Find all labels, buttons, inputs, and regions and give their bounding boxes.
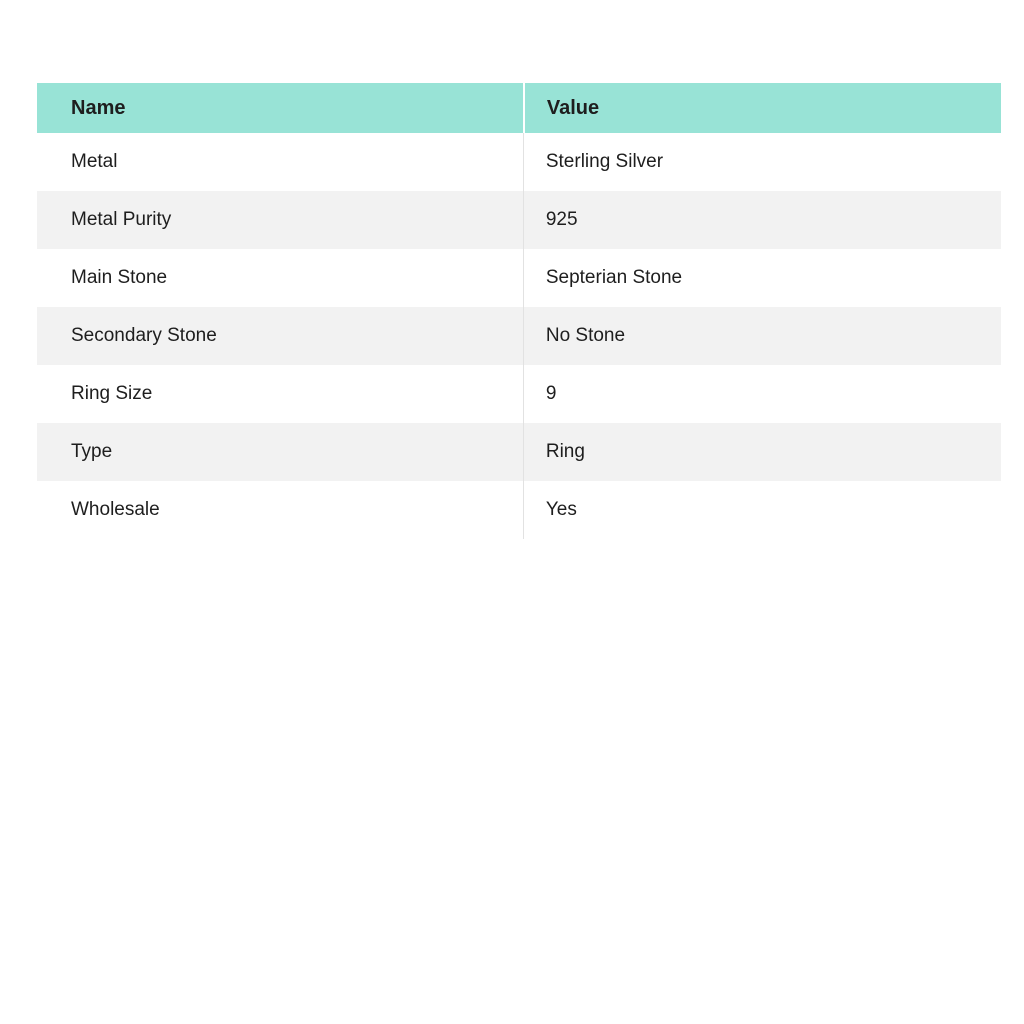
attribute-name-cell: Secondary Stone — [37, 307, 523, 365]
attribute-name-cell: Metal — [37, 133, 523, 191]
attribute-name-cell: Wholesale — [37, 481, 523, 539]
table-row — [37, 307, 1001, 365]
attribute-value-cell: Yes — [523, 481, 1001, 539]
table-header — [37, 83, 1001, 133]
table-row — [37, 249, 1001, 307]
attribute-value-cell: No Stone — [523, 307, 1001, 365]
attribute-value-cell: 9 — [523, 365, 1001, 423]
attribute-name-cell: Ring Size — [37, 365, 523, 423]
table-row — [37, 481, 1001, 539]
table-row — [37, 191, 1001, 249]
table-row — [37, 133, 1001, 191]
attribute-name-cell: Main Stone — [37, 249, 523, 307]
attribute-value-cell: Ring — [523, 423, 1001, 481]
header-row — [37, 83, 1001, 133]
product-attributes-table — [37, 83, 1001, 539]
column-header-value: Value — [523, 83, 1001, 133]
attribute-name-cell: Type — [37, 423, 523, 481]
table-body — [37, 133, 1001, 539]
attribute-value-cell: Sterling Silver — [523, 133, 1001, 191]
product-attributes-section — [37, 83, 1001, 539]
attribute-name-cell: Metal Purity — [37, 191, 523, 249]
table-row — [37, 365, 1001, 423]
table-row — [37, 423, 1001, 481]
attribute-value-cell: 925 — [523, 191, 1001, 249]
attribute-value-cell: Septerian Stone — [523, 249, 1001, 307]
column-header-name: Name — [37, 83, 523, 133]
